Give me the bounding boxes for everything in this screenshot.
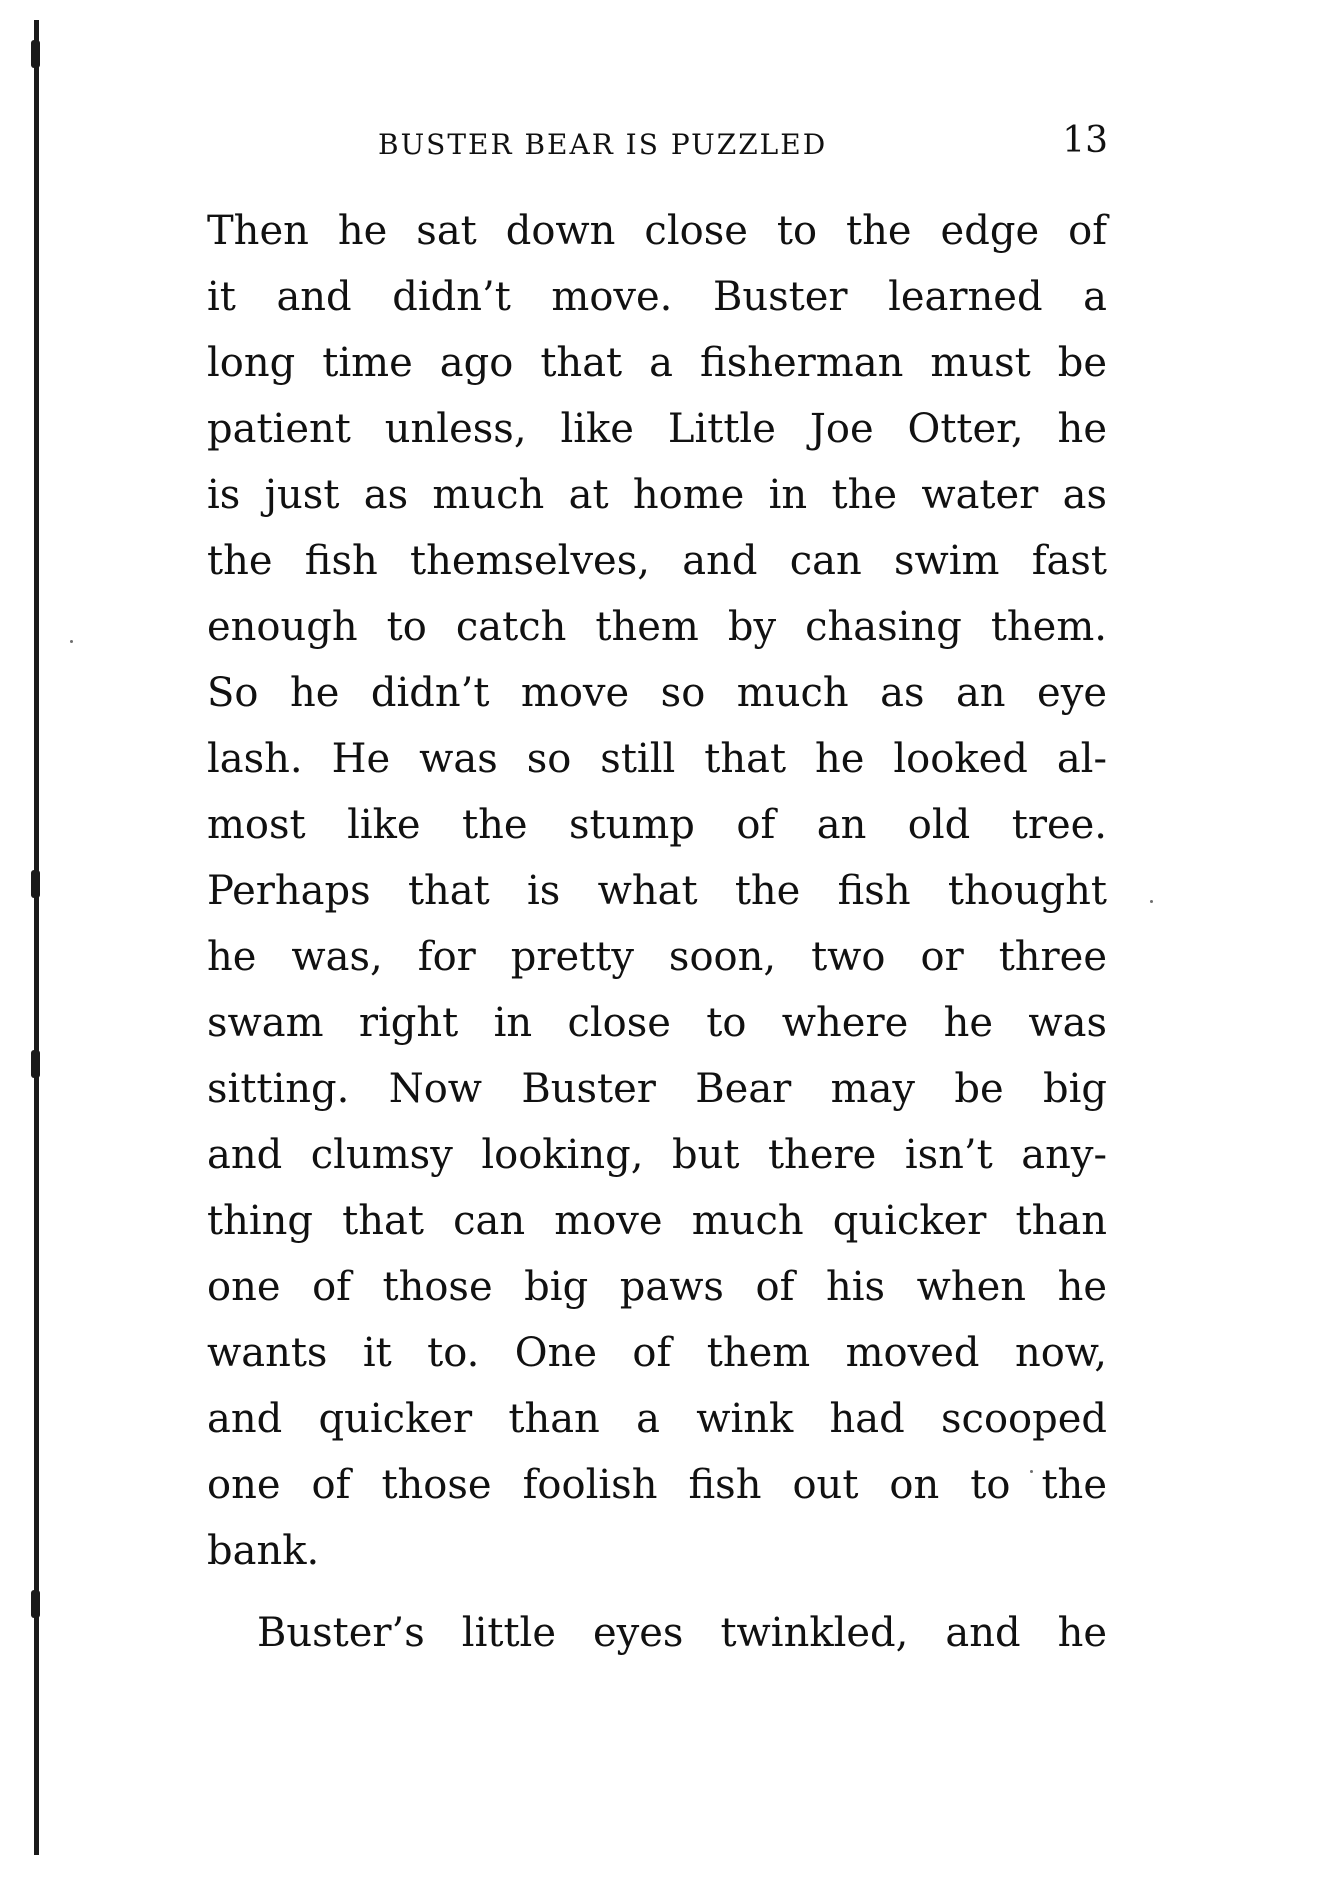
text-line: Buster’s little eyes twinkled, and he	[257, 1610, 1107, 1656]
text-line: patient unless, like Little Joe Otter, he	[207, 406, 1107, 452]
text-line: bank.	[207, 1528, 320, 1574]
text-line: most like the stump of an old tree.	[207, 802, 1107, 848]
text-line: it and didn’t move. Buster learned a	[207, 274, 1107, 320]
binding-mark	[31, 1050, 40, 1078]
text-line: is just as much at home in the water as	[207, 472, 1107, 518]
paragraph-break	[207, 1584, 1107, 1600]
text-line: swam right in close to where he was	[207, 1000, 1107, 1046]
text-line: wants it to. One of them moved now,	[207, 1330, 1107, 1376]
text-line: Perhaps that is what the fish thought	[207, 868, 1107, 914]
text-line: So he didn’t move so much as an eye	[207, 670, 1107, 716]
text-line: one of those foolish fish out on to the	[207, 1462, 1107, 1508]
text-line: and clumsy looking, but there isn’t any-	[207, 1132, 1107, 1178]
paper-speck	[1150, 900, 1153, 903]
binding-mark	[31, 1590, 40, 1618]
text-line: lash. He was so still that he looked al-	[207, 736, 1107, 782]
text-line: long time ago that a fisherman must be	[207, 340, 1107, 386]
text-line: Then he sat down close to the edge of	[207, 208, 1107, 254]
text-line: sitting. Now Buster Bear may be big	[207, 1066, 1107, 1112]
text-line: thing that can move much quicker than	[207, 1198, 1107, 1244]
text-line: one of those big paws of his when he	[207, 1264, 1107, 1310]
binding-mark	[31, 870, 40, 898]
running-title: BUSTER BEAR IS PUZZLED	[378, 128, 828, 161]
body-text	[207, 198, 1107, 1666]
page-number: 13	[1062, 120, 1108, 161]
text-line: enough to catch them by chasing them.	[207, 604, 1107, 650]
running-header	[378, 120, 1108, 168]
text-line: and quicker than a wink had scooped	[207, 1396, 1107, 1442]
text-line: the fish themselves, and can swim fast	[207, 538, 1107, 584]
paper-speck	[70, 640, 73, 643]
binding-mark	[31, 40, 40, 68]
binding-edge	[34, 20, 39, 1855]
text-line: he was, for pretty soon, two or three	[207, 934, 1107, 980]
